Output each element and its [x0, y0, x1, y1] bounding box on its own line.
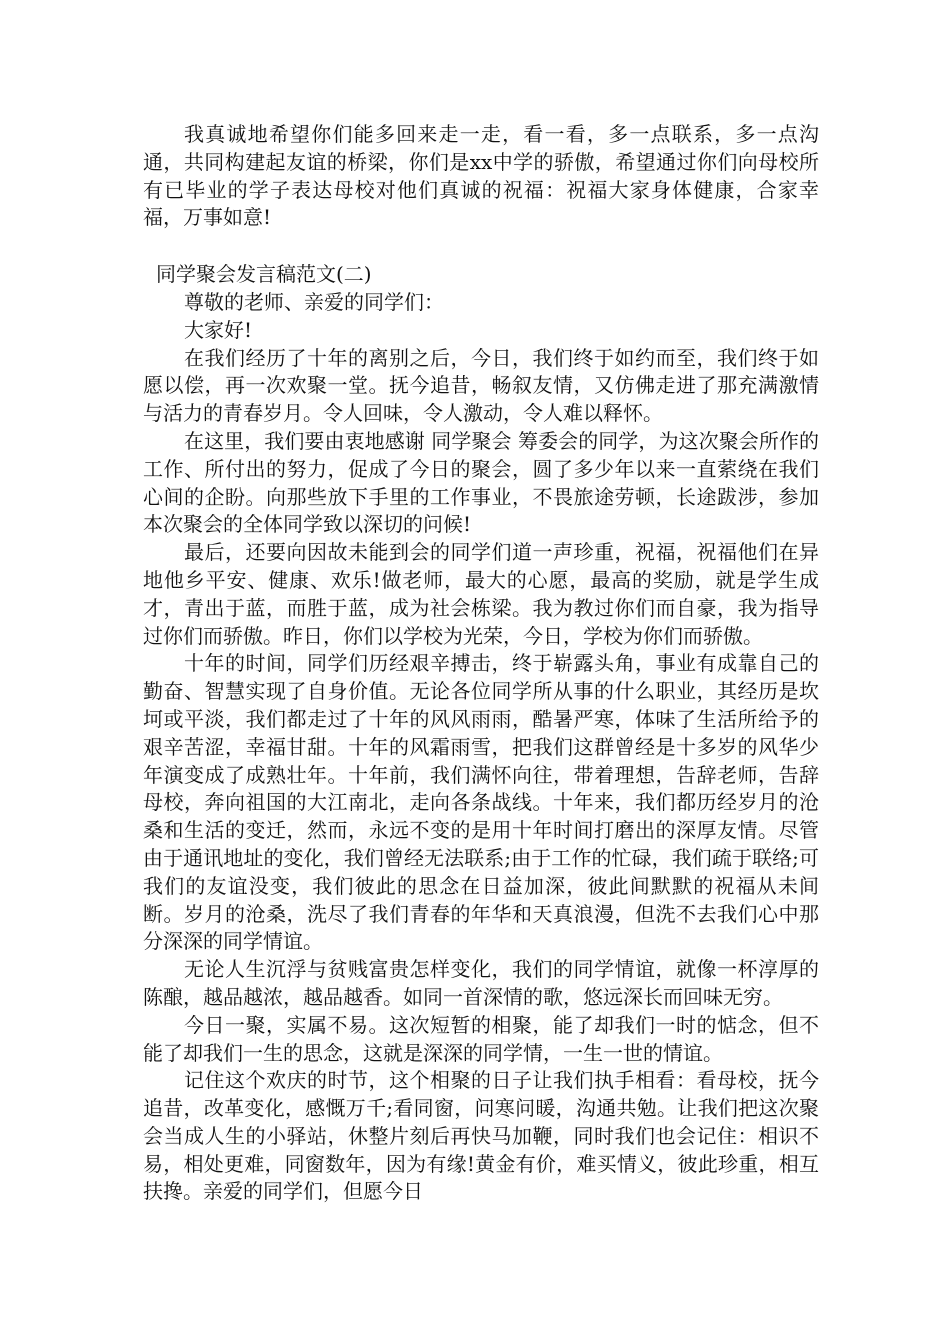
document-page [143, 121, 819, 1206]
body-paragraph: 今日一聚，实属不易。这次短暂的相聚，能了却我们一时的惦念，但不能了却我们一生的思念，这就是深深的同学情，一生一世的情谊。 [143, 1012, 819, 1065]
intro-paragraph: 我真诚地希望你们能多回来走一走，看一看，多一点联系，多一点沟通，共同构建起友谊的桥梁，你们是xx中学的骄傲，希望通过你们向母校所有已毕业的学子表达母校对他们真诚的祝福：祝福大家身体健康，合家幸福，万事如意! [143, 122, 819, 230]
body-paragraph: 在我们经历了十年的离别之后，今日，我们终于如约而至，我们终于如愿以偿，再一次欢聚一堂。抚今追昔，畅叙友情，又仿佛走进了那充满激情与活力的青春岁月。令人回味，令人激动，令人难以释怀。 [143, 345, 819, 426]
salutation: 尊敬的老师、亲爱的同学们： [184, 289, 444, 314]
paragraph-spacer [143, 232, 819, 261]
greeting: 大家好! [184, 317, 253, 342]
section-title: 同学聚会发言稿范文(二) [156, 262, 372, 287]
body-paragraph: 在这里，我们要由衷地感谢 同学聚会 筹委会的同学，为这次聚会所作的工作、所付出的努力，促成了今日的聚会，圆了多少年以来一直萦绕在我们心间的企盼。向那些放下手里的工作事业，不畏旅途劳顿，长途跋涉，参加本次聚会的全体同学致以深切的问候! [143, 428, 819, 537]
body-paragraph: 无论人生沉浮与贫贱富贵怎样变化，我们的同学情谊，就像一杯淳厚的陈酿，越品越浓，越品越香。如同一首深情的歌，悠远深长而回味无穷。 [143, 957, 819, 1009]
body-paragraph: 十年的时间，同学们历经艰辛搏击，终于崭露头角，事业有成靠自己的勤奋、智慧实现了自身价值。无论各位同学所从事的什么职业，其经历是坎坷或平淡，我们都走过了十年的风风雨雨，酷暑严寒，体味了生活所给予的艰辛苦涩，幸福甘甜。十年的风霜雨雪，把我们这群曾经是十多岁的风华少年演变成了成熟壮年。十年前，我们满怀向往，带着理想，告辞老师，告辞母校，奔向祖国的大江南北，走向各条战线。十年来，我们都历经岁月的沧桑和生活的变迁，然而，永远不变的是用十年时间打磨出的深厚友情。尽管由于通讯地址的变化，我们曾经无法联系;由于工作的忙碌，我们疏于联络;可我们的友谊没变，我们彼此的思念在日益加深，彼此间默默的祝福从未间断。岁月的沧桑，洗尽了我们青春的年华和天真浪漫，但洗不去我们心中那分深深的同学情谊。 [143, 651, 819, 954]
body-paragraph: 最后，还要向因故未能到会的同学们道一声珍重，祝福，祝福他们在异地他乡平安、健康、欢乐!做老师，最大的心愿，最高的奖励，就是学生成才，青出于蓝，而胜于蓝，成为社会栋梁。我为教过你们而自豪，我为指导过你们而骄傲。昨日，你们以学校为光荣，今日，学校为你们而骄傲。 [143, 540, 819, 648]
body-paragraph: 记住这个欢庆的时节，这个相聚的日子让我们执手相看：看母校，抚今追昔，改革变化，感慨万千;看同窗，问寒问暖，沟通共勉。让我们把这次聚会当成人生的小驿站，休整片刻后再快马加鞭，同时我们也会记住：相识不易，相处更难，同窗数年，因为有缘!黄金有价，难买情义，彼此珍重，相互扶搀。亲爱的同学们，但愿今日 [143, 1068, 819, 1204]
